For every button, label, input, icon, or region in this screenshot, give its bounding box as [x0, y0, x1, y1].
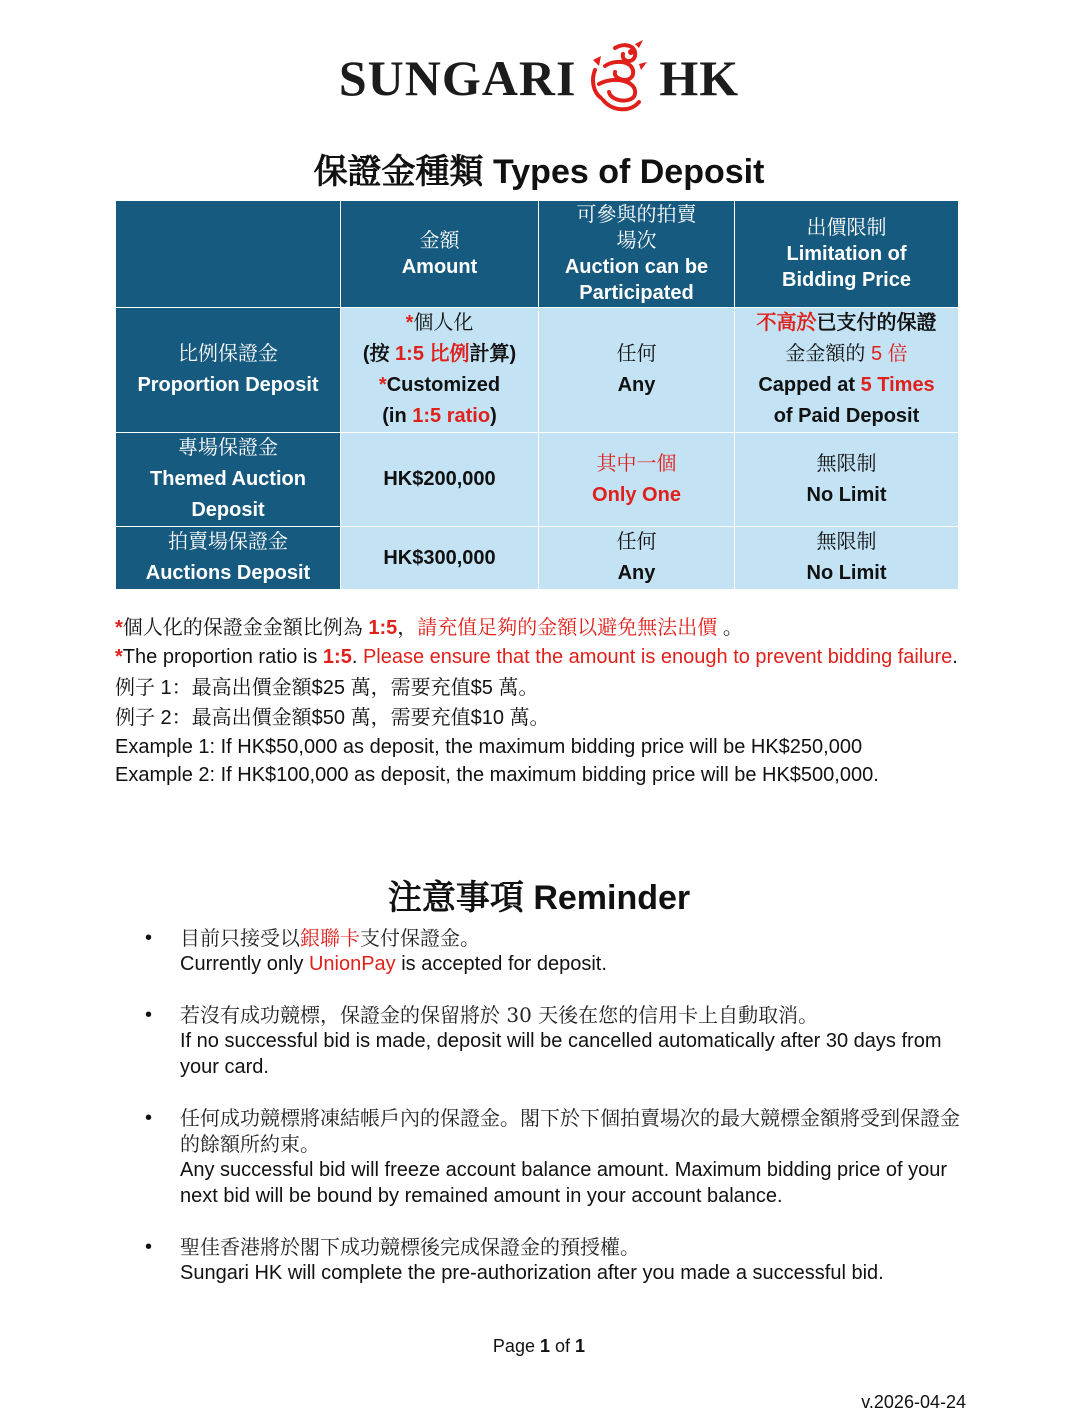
example-en-1: Example 1: If HK$50,000 as deposit, the maximum bidding price will be HK$250,000 — [115, 736, 863, 758]
amount-zh-line: *個人化 — [405, 312, 474, 334]
list-item — [145, 925, 975, 977]
reminder-zh: 任何成功競標將凍結帳戶內的保證金。閣下於下個拍賣場次的最大競標金額將受到保證金的餘額所約束。 — [180, 1106, 960, 1156]
page-number: Page 1 of 1 — [492, 1336, 586, 1356]
note-zh: *個人化的保證金金額比例為 1:5，請充值足夠的金額以避免無法出價 。 — [115, 617, 743, 639]
cell-amount-proportion — [341, 308, 539, 433]
amount-zh-ratio-line: (按 1:5 比例計算) — [362, 343, 517, 365]
reminder-zh: 目前只接受以銀聯卡支付保證金。 — [180, 926, 480, 950]
header-auction-zh: 可參與的拍賣場次 — [576, 204, 697, 252]
reminder-en: Sungari HK will complete the pre-authorization after you made a successful bid. — [180, 1262, 884, 1284]
cell-auction-themed — [539, 433, 735, 527]
row-name-themed — [116, 433, 341, 527]
header-amount-zh: 金額 — [419, 230, 460, 252]
page-title — [0, 144, 1078, 193]
table-row — [116, 433, 959, 527]
reminder-zh: 聖佳香港將於閣下成功競標後完成保證金的預授權。 — [180, 1235, 640, 1259]
header-empty-cell — [116, 201, 341, 308]
amount-en-line: *Customized — [378, 374, 501, 396]
table-row — [116, 308, 959, 433]
bullet-icon: • — [145, 1004, 153, 1026]
cell-auction-proportion — [539, 308, 735, 433]
limit-zh-line-2: 金金額的 5 倍 — [785, 343, 908, 365]
header-limit-zh: 出價限制 — [806, 217, 887, 239]
reminder-title-zh: 注意事項 — [387, 878, 524, 918]
list-item — [145, 1002, 975, 1080]
auction-zh: 其中一個 — [596, 452, 677, 475]
limit-en-line: Capped at 5 Times — [758, 374, 935, 396]
bullet-icon: • — [145, 927, 153, 949]
reminder-zh: 若沒有成功競標，保證金的保留將於 30 天後在您的信用卡上自動取消。 — [180, 1003, 819, 1027]
reminder-en: If no successful bid is made, deposit will be cancelled automatically after 30 days from your card. — [180, 1030, 942, 1078]
example-zh-1: 例子 1：最高出價金額$25 萬，需要充值$5 萬。 — [115, 677, 539, 699]
limit-en-line-2: of Paid Deposit — [773, 405, 920, 427]
reminder-en: Currently only UnionPay is accepted for deposit. — [180, 953, 607, 975]
auction-zh: 任何 — [616, 531, 657, 553]
limit-zh-line: 不高於已支付的保證 — [756, 312, 937, 334]
bullet-icon: • — [145, 1236, 153, 1258]
row-name-auctions — [116, 527, 341, 590]
header-limit — [735, 201, 959, 308]
header-limit-en: Limitation of Bidding Price — [782, 243, 911, 291]
version-label: v.2026-04-24 — [861, 1392, 966, 1412]
cell-amount-auctions — [341, 527, 539, 590]
brand-logo — [0, 40, 1078, 116]
list-item — [145, 1105, 975, 1209]
note-en: *The proportion ratio is 1:5. Please ensure that the amount is enough to prevent bidding failure. — [115, 646, 958, 668]
header-auction-en: Auction can be Participated — [564, 256, 709, 304]
page-title-zh: 保證金種類 — [313, 152, 484, 192]
cell-limit-auctions — [735, 527, 959, 590]
amount-value: HK$300,000 — [383, 546, 496, 569]
table-row — [116, 527, 959, 590]
brand-name-left: SUNGARI — [338, 50, 577, 106]
amount-en-ratio-line: (in 1:5 ratio) — [382, 405, 497, 427]
amount-value: HK$200,000 — [383, 468, 496, 490]
auction-en: Any — [617, 562, 656, 584]
reminder-title-en: Reminder — [533, 879, 691, 917]
limit-en: No Limit — [806, 562, 887, 584]
auction-zh: 任何 — [616, 343, 657, 365]
cell-limit-themed — [735, 433, 959, 527]
cell-amount-themed — [341, 433, 539, 527]
row-name-en: Themed Auction Deposit — [150, 468, 306, 521]
example-zh-2: 例子 2：最高出價金額$50 萬，需要充值$10 萬。 — [115, 707, 550, 729]
header-amount-en: Amount — [401, 256, 478, 278]
row-name-zh: 比例保證金 — [178, 343, 278, 365]
example-en-2: Example 2: If HK$100,000 as deposit, the maximum bidding price will be HK$500,000. — [115, 764, 879, 786]
bullet-icon: • — [145, 1107, 153, 1129]
auction-en: Any — [617, 374, 656, 396]
deposit-notes — [115, 613, 975, 789]
reminder-list — [145, 925, 975, 1311]
auction-en: Only One — [592, 483, 681, 506]
row-name-zh: 專場保證金 — [178, 437, 278, 459]
row-name-proportion — [116, 308, 341, 433]
cell-limit-proportion — [735, 308, 959, 433]
table-header-row — [116, 201, 959, 308]
page-title-en: Types of Deposit — [493, 153, 765, 191]
limit-en: No Limit — [806, 483, 887, 506]
limit-zh: 無限制 — [816, 531, 877, 553]
dragon-emblem-icon — [585, 40, 651, 116]
cell-auction-auctions — [539, 527, 735, 590]
reminder-title — [0, 870, 1078, 919]
row-name-zh: 拍賣場保證金 — [168, 531, 288, 553]
limit-zh: 無限制 — [816, 452, 877, 475]
header-auction — [539, 201, 735, 308]
list-item — [145, 1234, 975, 1286]
brand-name-right: HK — [659, 50, 740, 106]
header-amount — [341, 201, 539, 308]
reminder-en: Any successful bid will freeze account balance amount. Maximum bidding price of your next bid will be bound by remained amount in your account balance. — [180, 1159, 948, 1207]
row-name-en: Auctions Deposit — [145, 562, 311, 584]
row-name-en: Proportion Deposit — [137, 374, 319, 396]
deposit-types-table — [115, 200, 959, 590]
